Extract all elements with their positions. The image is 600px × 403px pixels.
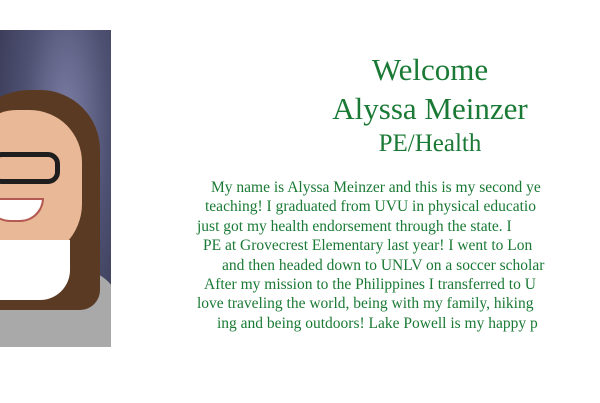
teacher-portrait-photo	[0, 30, 111, 347]
portrait-glasses	[0, 152, 60, 184]
bio-line: After my mission to the Philippines I transferred to U	[204, 276, 536, 294]
portrait-collar	[0, 240, 70, 300]
teacher-name: Alyssa Meinzer	[332, 91, 528, 126]
bio-line: PE at Grovecrest Elementary last year! I went to Lon	[203, 237, 533, 255]
teacher-bio	[189, 178, 600, 333]
bio-line: My name is Alyssa Meinzer and this is my second ye	[211, 179, 541, 196]
bio-line: ing and being outdoors! Lake Powell is my happy p	[217, 314, 538, 332]
teacher-subject: PE/Health	[378, 130, 482, 157]
bio-line: love traveling the world, being with my family, hiking	[197, 295, 534, 313]
bio-line: teaching! I graduated from UVU in physical educatio	[205, 198, 536, 216]
bio-line: just got my health endorsement through the state. I	[197, 217, 512, 235]
bio-line: and then headed down to UNLV on a soccer scholar	[222, 256, 545, 274]
portrait-face	[0, 110, 82, 260]
welcome-heading: Welcome	[371, 52, 489, 87]
